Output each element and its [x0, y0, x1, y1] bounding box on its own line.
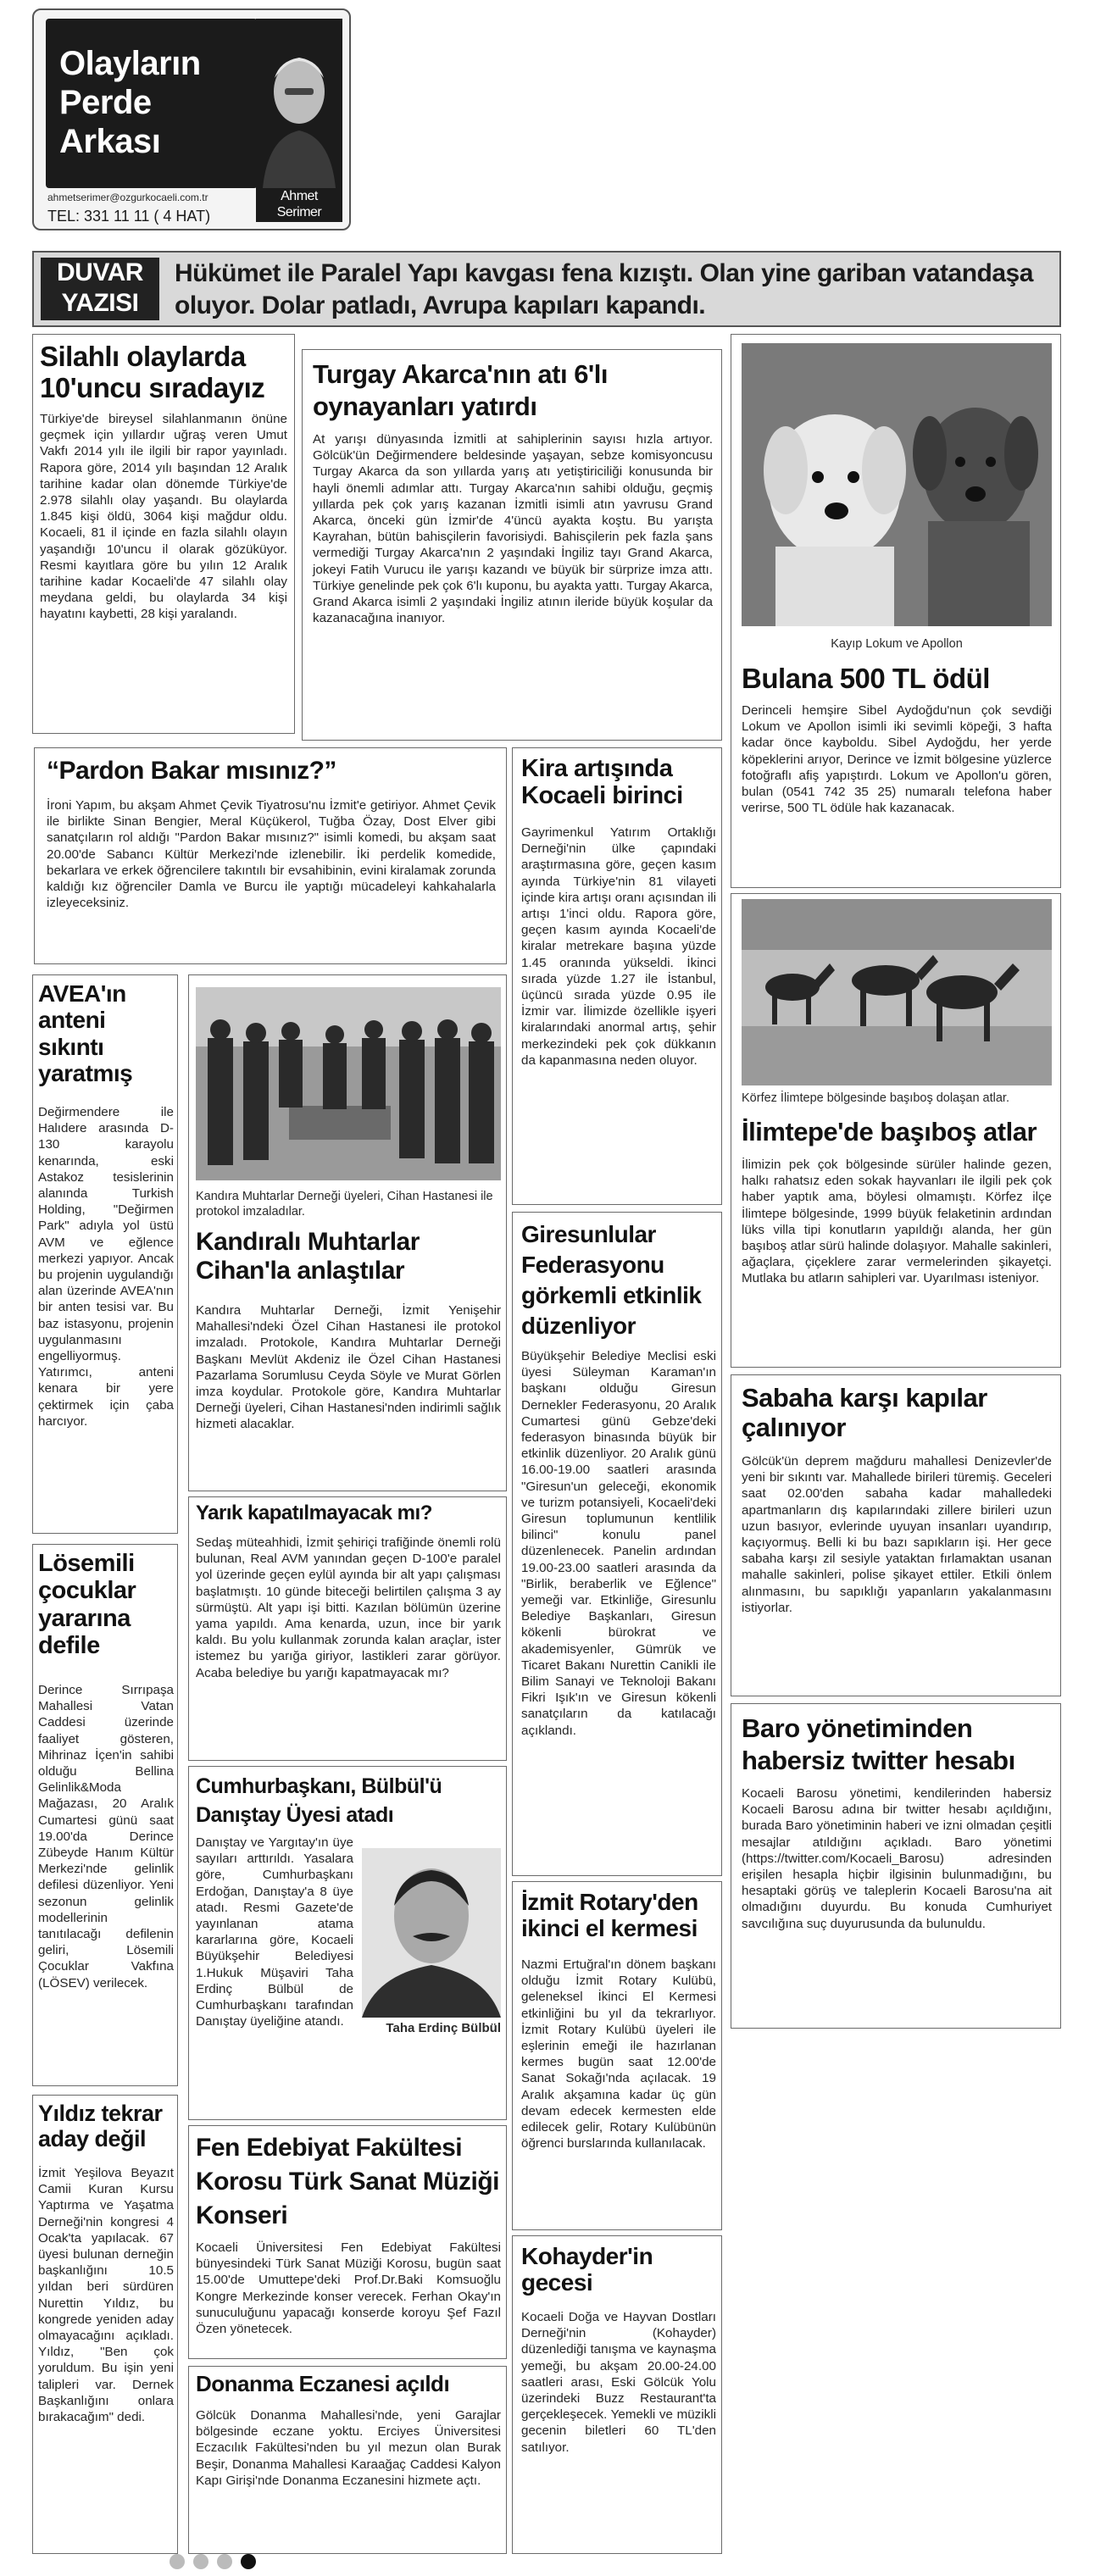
article-baro	[731, 1703, 1061, 2029]
banner	[32, 251, 1061, 327]
article-body: Derince Sırrıpaşa Mahallesi Vatan Caddesi üzerinde faaliyet gösteren, Mihrinaz İçen'in sahibi olduğu Bellina Gelinlik&Moda Mağazası, 20 Aralık Cumartesi günü saat 19.00'da Derince Zübeyde Hanım Kültür Merkezi'nde gelinlik defilesi düzenliyor. Yeni sezonun gelinlik modellerinin tanıtılacağı defilenin geliri, Lösemili Çocuklar Vakfına (LÖSEV) verilecek.	[38, 1683, 174, 1990]
author-name: Ahmet Serimer	[256, 188, 342, 222]
article-body: Sedaş müteahhidi, İzmit şehiriçi trafiğinde önemli rolü bulunan, Real AVM yanından geçen D-100'e paralel yol üzerinde geçen eylül ayında bir alt yapı çalışması başlatmıştı. 10 günde biteceği belirtilen çalışma 3 ay sürmüştü. Alt yapı işi bitti. Kazılan bölümün üzerine yama yapıldı. Ama kenarda, uzun, ince bir yarık kaldı. Bu yolu kullanmak zorunda kalan araçlar, ister istemez bu yarığa giriyor, lastikleri zarar görüyor. Acaba belediye bu yarığı kapatmayacak mı?	[196, 1535, 501, 1680]
article-body: Gölcük'ün deprem mağduru mahallesi Denizevler'de yeni bir sıkıntı var. Mahallede birileri türemiş. Geceleri saat 02.00'den sabaha kadar mahalledeki apartmanların dış kapılarındaki zillere birileri uzun uzun basıyor, evlerinde uyuyan insanları uyandırıp, kaçıyormuş. Belli ki bu bazı sapıkların işi. Her gece sabaha karşı zil sesiyle yataktan fırlamaktan usanan mahalle sakinleri, polise şikayet ettiler. Etkili önlem alınmasını, bu sapıklığı yapanların yakalanmasını istiyorlar.	[742, 1454, 1052, 1615]
article-body: Gölcük Donanma Mahallesi'nde, yeni Garajlar bölgesinde eczane yoktu. Erciyes Üniversitesi Eczacılık Fakültesi'nden bu yıl mezun olan Burak Beşir, Donanma Mahallesi Karaağaç Caddesi Kalyon Kapı Girişi'nde Donanma Eczanesini hizmete açtı.	[196, 2408, 501, 2488]
article-body: Nazmi Ertuğral'ın dönem başkanı olduğu İzmit Rotary Kulübü, geleneksel İkinci El Kermesi etkinliğini bu yıl da tekrarlıyor. İzmit Rotary Kulübü üyeleri ile eşlerinin emeği ile hazırlanan kermes bugün saat 12.00'de Sanat Sokağı'nda açılacak. 19 Aralık akşamına kadar üç gün devam edecek kermesten elde edilecek gelir, Rotary Kulübünün öğrenci burslarında kullanılacak.	[521, 1957, 716, 2151]
article-izmit-rotary	[512, 1881, 722, 2230]
article-bulana	[731, 334, 1061, 888]
article-kandira	[188, 974, 507, 1491]
article-korfez	[731, 893, 1061, 1368]
article-title: Yıldız tekrar aday değil	[38, 2101, 163, 2152]
article-fen	[188, 2125, 507, 2359]
photo-caption: Kandıra Muhtarlar Derneği üyeleri, Cihan Hastanesi ile protokol imzaladılar.	[196, 1190, 493, 1219]
article-body: Kandıra Muhtarlar Derneği, İzmit Yenişehir Mahallesi'ndeki Özel Cihan Hastanesi ile protokol imzaladı. Protokole, Kandıra Muhtarlar Derneği Başkanı Mevlüt Akdeniz ile Özel Cihan Hastanesi Pazarlama Sorumlusu Ceyda Söyle ve Murat Görlen imza koydular. Protokole göre, Kandıra Muhtarlar Derneği üyeleri, Cihan Hastanesi'nden indirimli sağlık hizmeti alacaklar.	[196, 1303, 501, 1432]
two-dogs-icon	[742, 343, 1052, 626]
column-title-line: Arkası	[59, 123, 161, 160]
column-header	[32, 8, 351, 230]
column-phone: TEL: 331 11 11 ( 4 HAT)	[47, 208, 211, 225]
article-body: Gayrimenkul Yatırım Ortaklığı Derneği'nin ülke çapındaki araştırmasına göre, geçen kasım ayında Türkiye'nin 81 vilayeti içinde kira artışı oranı açısından ili artışı 1'inci oldu. Rapora göre, geçen kasım ayında Kocaeli'de kiralar metrekare başına yüzde 1.45 oranında yükseldi. İkinci sırada yüzde 1.27 ile İstanbul, üçüncü sırada yüzde 0.95 ile İzmir var. İlimizde özellikle işyeri kiralarındaki anormal artış, şehir merkezindeki pek çok dükkanın da kapanmasına neden oluyor.	[521, 825, 716, 1068]
article-title: İzmit Rotary'den ikinci el kermesi	[521, 1889, 698, 1942]
article-body: Kocaeli Üniversitesi Fen Edebiyat Fakültesi bünyesindeki Türk Sanat Müziği Korosu, bugün saat 15.00'de Umuttepe'deki Prof.Dr.Baki Komsuoğlu Kongre Merkezinde konser verecek. Ferhan Okay'ın sunuculuğunu yapacağı konserde koroyu Şef Fazıl Özen yönetecek.	[196, 2240, 501, 2337]
column-title-line: Olayların	[59, 45, 201, 82]
article-body: Danıştay ve Yargıtay'ın üye sayıları arttırıldı. Yasalara göre, Cumhurbaşkanı Erdoğan, Danıştay'a 8 üye atadı. Resmi Gazete'de yayınlanan atama kararlarına göre, Kocaeli Büyükşehir Belediyesi 1.Hukuk Müşaviri Taha Erdinç Bülbül de Cumhurbaşkanı tarafından Danıştay üyeliğine atandı.	[196, 1835, 353, 2029]
article-body: Derinceli hemşire Sibel Aydoğdu'nun çok sevdiği Lokum ve Apollon isimli iki sevimli köpeği, 3 hafta kadar önce kayboldu. Sibel Aydoğdu, her yerde köpeklerini arıyor, Derince ve İzmit bölgesine yüzlerce fotoğraflı afiş yapıştırdı. Lokum ve Apollon'u gören, bulan (0541 742 35 25) numaralı telefona haber verirse, 500 TL ödüle hak kazanacak.	[742, 703, 1052, 816]
column-title-box	[46, 19, 258, 188]
article-pardon	[34, 747, 507, 964]
photo-caption: Körfez İlimtepe bölgesinde başıboş dolaşan atlar.	[742, 1091, 1009, 1105]
article-avea	[32, 974, 178, 1534]
article-kohayder	[512, 2235, 722, 2554]
horses-photo	[742, 899, 1052, 1085]
article-title: “Pardon Bakar mısınız?”	[47, 757, 336, 785]
article-title: Kira artışında Kocaeli birinci	[521, 755, 683, 810]
man-portrait-icon	[362, 1848, 501, 2018]
group-photo-icon	[196, 987, 501, 1180]
page-dot-active[interactable]	[241, 2554, 256, 2569]
article-body: İlimizin pek çok bölgesinde sürüler halinde gezen, halkı rahatsız eden sokak hayvanları ile ilgili pek çok haber yaptık ama, böylesi olmamıştı. Körfez ilçe İlimtepe bölgesinde, 1999 büyük felaketinin ardından lüks villa tipi konutların yapıldığı alanda, her gün başıboş atlar sürü halinde dolaşıyor. Mahalle sakinleri, ağaçlara, çiçeklere zarar vermelerinden şikayetçi. Mutlaka bu atların sahipleri var. Uyarılması isteniyor.	[742, 1158, 1052, 1286]
author-portrait-icon	[256, 19, 342, 188]
page-dot[interactable]	[217, 2554, 232, 2569]
dogs-photo	[742, 343, 1052, 626]
article-body: Türkiye'de bireysel silahlanmanın önüne geçmek için yıllardır uğraş veren Umut Vakfı 2014 yılı ile ilgili bir rapor yayınladı. Rapora göre, 2014 yılı başından 12 Aralık tarihine kadar olan dönemde Türkiye'de 2.978 silahlı olay yaşandı. Bu olaylarda 1.845 kişi öldü, 3064 kişi mağdur oldu. Kocaeli, 81 il içinde en fazla silahlı olayın yaşandığı 10'uncu il olarak gözüküyor. Resmi kayıtlara göre bu yılın 12 Aralık tarihine kadar Kocaeli'de 47 silahlı olay meydana geldi, bu olaylarda 34 kişi hayatını kaybetti, 28 kişi yaralandı.	[40, 412, 287, 622]
article-body: Değirmendere ile Halıdere arasında D-130 karayolu kenarında, eski Astakoz tesislerinin alanında Turkish Holding, "Değirmen Park" adıyla yol üstü AVM ve eğlence merkezi yapıyor. Ancak bu projenin uygulandığı alan üzerinde AVEA'nın bir anten tesisi var. Bu baz istasyonu, projenin uygulanmasını engelliyormuş. Yatırımcı, anteni kenara bir yere çektirmek için çaba harcıyor.	[38, 1105, 174, 1429]
article-sabaha	[731, 1374, 1061, 1696]
article-title: Turgay Akarca'nın atı 6'lı oynayanları yatırdı	[313, 359, 609, 421]
article-donanma	[188, 2366, 507, 2554]
article-title: Baro yönetiminden habersiz twitter hesabı	[742, 1713, 1015, 1775]
author-photo	[256, 19, 342, 188]
article-body: Büyükşehir Belediye Meclisi eski üyesi Süleyman Karaman'ın başkanı olduğu Giresun Dernekler Federasyonu, 20 Aralık Cumartesi günü Gebze'deki federasyon binasında büyük bir etkinlik düzenliyor. 20 Aralık günü 16.00-19.00 saatleri arasında "Giresun'un geleceği, ekonomik ve turizm potansiyeli, Kocaeli'deki Giresun toplumunun kentlilik bilinci" konulu panel düzenlenecek. Panelin ardından 19.00-23.00 saatleri arasında da "Birlik, beraberlik ve Eğlence" yemeği var. Etkinliğe, Giresunlu Belediye Başkanları, Giresun kökenli bürokrat ve akademisyenler, Gümrük ve Ticaret Bakanı Nurettin Canikli ile Bilim Sanayi ve Teknoloji Bakanı Fikri Işık'ın ve Giresun kökenli sanatçıların da katılacağı açıklandı.	[521, 1349, 716, 1738]
article-body: Kocaeli Barosu yönetimi, kendilerinden habersiz Kocaeli Barosu adına bir twitter hesabı açıldığını, burada Baro yönetiminin haberi ve izni olmadan çeşitli mesajlar atıldığını açıkladı. Baro yönetimi (https://twitter.com/Kocaeli_Barosu) adresinden erişilen hesapla hiçbir ilgisinin bulunmadığını, bu hesaptaki görüş ve taleplerin Kocaeli Barosu'na ait olmadığını duyurdu. Bu konuda Cumhuriyet savcılığına suç duyurusunda da bulunuldu.	[742, 1786, 1052, 1931]
horses-icon	[742, 899, 1052, 1085]
article-losemili	[32, 1544, 178, 2086]
portrait-caption: Taha Erdinç Bülbül	[386, 2021, 501, 2035]
kandira-photo	[196, 987, 501, 1180]
page-dot[interactable]	[193, 2554, 208, 2569]
article-title: Yarık kapatılmayacak mı?	[196, 1502, 432, 1524]
article-body: İroni Yapım, bu akşam Ahmet Çevik Tiyatrosu'nu İzmit'e getiriyor. Ahmet Çevik ile birlikte Sinan Bengier, Meral Küçükerol, Tuğba Özay, Dost Elver gibi sanatçıların rol aldığı "Pardon Bakar mısınız?" isimli komedi, bu akşam saat 20.00'de Sabancı Kültür Merkezi'nde izlenebilir. İki perdelik komedide, bekarlara ve erkek öğrencilere takıntılı bir evsahibinin, evini kiralamak zorunda kaldığı kız öğrenciler Damla ve Burcu ile yaptığı mücadeleyi kahkahalarla izleyeceksiniz.	[47, 798, 496, 911]
article-cumhurbaskani	[188, 1766, 507, 2120]
article-body: At yarışı dünyasında İzmitli at sahiplerinin sayısı hızla artıyor. Gölcük'ün Değirmendere beldesinde yaşayan, sebze komisyoncusu Turgay Akarca da son yıllarda yarış atı yetiştiriciliği konusunda bir hayli önemli adımlar attı. Turgay Akarca'nın sahibi olduğu, geçmiş yıllarda pek çok yarış kazanan İzmitli isimli atın yavrusu Grand Akarca, önceki gün İzmir'de 4'üncü ayakta koştu. Bu yarışta Kayrahan, bütün bahisçilerin favorisiydi. Bahisçilerin pek fazla şans vermediği Turgay Akarca'nın 2 yaşındaki İngiliz tayı Grand Akarca, jokeyi Fatih Vurucu ile yarışı kazandı ve büyük bir sürprize imza attı. Türkiye genelinde pek çok 6'lı kuponu, bu ayakta yattı. Turgay Akarca, Grand Akarca isimli 2 yaşındaki İngiliz atının ileride büyük koşular da kazanacağına inanıyor.	[313, 432, 713, 626]
article-title: İlimtepe'de başıboş atlar	[742, 1117, 1037, 1146]
article-title: Donanma Eczanesi açıldı	[196, 2371, 450, 2396]
article-body: Kocaeli Doğa ve Hayvan Dostları Derneği'nin (Kohayder) düzenlediği tanışma ve kaynaşma yemeği, bu akşam 20.00-24.00 saatleri arası, Eski Gölcük Yolu üzerindeki Buzz Restaurant'ta gerçekleşecek. Yemekli ve müzikli gecenin biletleri 60 TL'den satılıyor.	[521, 2310, 716, 2455]
article-yarik	[188, 1496, 507, 1761]
pagination-dots[interactable]	[170, 2552, 288, 2571]
column-email: ahmetserimer@ozgurkocaeli.com.tr	[47, 192, 208, 203]
article-silahli	[32, 334, 295, 734]
article-title: Kandıralı Muhtarlar Cihan'la anlaştılar	[196, 1228, 420, 1285]
page-dot[interactable]	[170, 2554, 185, 2569]
article-title: Sabaha karşı kapılar çalınıyor	[742, 1383, 987, 1442]
banner-label: DUVAR YAZISI	[41, 258, 159, 320]
portrait-photo	[362, 1848, 501, 2018]
article-title: Giresunlular Federasyonu görkemli etkinlik düzenliyor	[521, 1221, 702, 1339]
article-yildiz	[32, 2095, 178, 2554]
article-title: Fen Edebiyat Fakültesi Korosu Türk Sanat Müziği Konseri	[196, 2134, 500, 2229]
photo-caption: Kayıp Lokum ve Apollon	[831, 637, 963, 651]
article-title: Lösemili çocuklar yararına defile	[38, 1550, 136, 1660]
article-title: AVEA'ın anteni sıkıntı yaratmış	[38, 980, 133, 1087]
article-title: Bulana 500 TL ödül	[742, 663, 990, 694]
article-kira	[512, 747, 722, 1205]
article-title: Kohayder'in gecesi	[521, 2243, 653, 2296]
banner-text: Hükümet ile Paralel Yapı kavgası fena kızıştı. Olan yine gariban vatandaşa oluyor. Dolar patladı, Avrupa kapıları kapandı.	[175, 259, 1033, 319]
article-title: Cumhurbaşkanı, Bülbül'ü Danıştay Üyesi atadı	[196, 1774, 442, 1827]
article-giresun	[512, 1212, 722, 1876]
article-turgay	[302, 349, 722, 741]
article-title: Silahlı olaylarda 10'uncu sıradayız	[40, 341, 265, 403]
article-body: İzmit Yeşilova Beyazıt Camii Kuran Kursu Yaptırma ve Yaşatma Derneği'nin kongresi 4 Ocak'ta yapılacak. 67 üyesi bulunan derneğin başkanlığını 10.5 yıldan beri sürdüren Nurettin Yıldız, bu kongrede yeniden aday olmayacağını açıkladı. Yıldız, "Ben çok yoruldum. Bu işin yeni talipleri var. Dernek Başkanlığını onlara bırakacağım" dedi.	[38, 2166, 174, 2425]
column-title-line: Perde	[59, 84, 152, 121]
